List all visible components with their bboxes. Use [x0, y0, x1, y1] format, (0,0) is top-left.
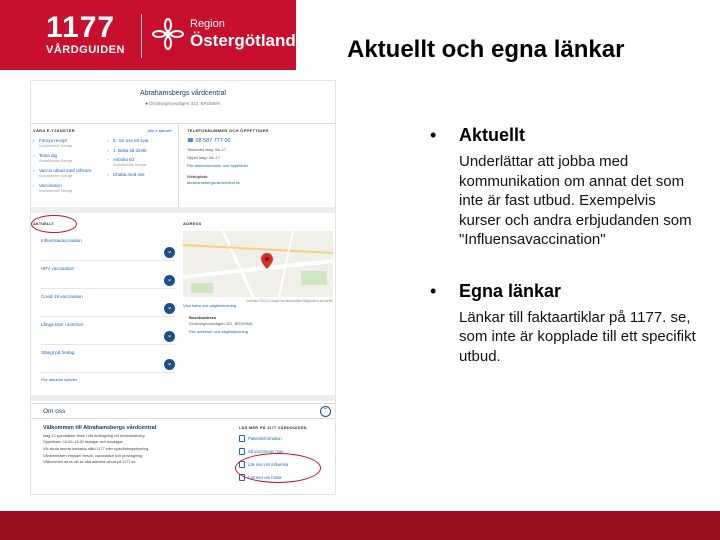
- read-more-link[interactable]: Läs mer om hosta: [239, 475, 331, 482]
- e-service-item[interactable]: › E. Ge oss ett svar: [107, 138, 177, 144]
- clinic-header: [31, 81, 335, 115]
- e-service-item[interactable]: › Vaccin utbud med utförare Kontaktenhet Sverige: [33, 168, 103, 179]
- welcome-line: Vårdcentralen erbjuder besök, vaccination och provtagning.: [43, 453, 144, 458]
- aktuellt-heading: AKTUELLT: [33, 221, 54, 226]
- more-phone-numbers-link[interactable]: Fler telefonnummer och öppettider: [187, 163, 249, 168]
- document-icon: [239, 435, 245, 442]
- e-service-item[interactable]: › 1. Boka tid direkt: [107, 148, 177, 154]
- info-panels: [31, 123, 336, 209]
- e-services-right-column: [107, 138, 177, 182]
- region-emblem-icon: [152, 18, 184, 50]
- welcome-text: [43, 425, 231, 465]
- chevron-up-icon[interactable]: ⌃: [320, 406, 331, 417]
- logo-divider: [141, 14, 142, 58]
- om-oss-heading: Om oss: [43, 408, 66, 415]
- website-screenshot: [30, 80, 336, 495]
- map-marker-icon[interactable]: [261, 253, 273, 269]
- welcome-line: Vid akuta besvär kontakta alltid 1177 eller sjukvårdsupplysning.: [43, 446, 150, 451]
- all-e-services-link[interactable]: Alla e-tjänster: [147, 128, 172, 133]
- bullet-spacer: [430, 250, 700, 280]
- aktuellt-item[interactable]: Influensavaccination ⌄: [41, 235, 175, 261]
- logo-1177-text: 1177: [46, 11, 116, 44]
- e-services-left-column: [33, 138, 103, 198]
- chevron-down-icon[interactable]: ⌄: [164, 247, 175, 258]
- map-caption: Kartdata ©2020 Google Användarvillkor Rapportera ett kartfel: [246, 299, 333, 303]
- logo-region-text: Region: [190, 18, 225, 30]
- clinic-address-text[interactable]: Drottninghovsvägen 322, BROMMA: [149, 101, 221, 106]
- om-oss-section[interactable]: [31, 403, 336, 419]
- visit-address-heading: Besöksadress: [189, 315, 217, 320]
- telephone-panel: [181, 124, 335, 210]
- read-more-heading: LÄS MER PÅ 1177 VÅRDGUIDEN: [239, 425, 307, 430]
- e-services-panel: [31, 124, 179, 210]
- read-more-link[interactable]: Så vaccineras man: [239, 449, 331, 456]
- welcome-title: Välkommen till Abrahamsbergs vårdcentral: [43, 425, 157, 431]
- e-service-item[interactable]: › Testa dig Kontaktenhet Sverige: [33, 153, 103, 164]
- visit-address-value: Drottninghovsvägen 322, BROMMA: [189, 321, 253, 326]
- bottom-band: [0, 511, 720, 540]
- website-link[interactable]: abrahamsbergsvardcentral.se: [187, 180, 240, 185]
- e-service-item[interactable]: › Chatta med oss: [107, 172, 177, 178]
- aktuellt-item[interactable]: HPV vaccination ⌄: [41, 263, 175, 289]
- clinic-name: Abrahamsbergs vårdcentral: [140, 90, 226, 97]
- aktuellt-item[interactable]: Covid-19 vaccination ⌄: [41, 291, 175, 317]
- more-news-link[interactable]: Fler aktuella nyheter: [41, 377, 78, 382]
- more-addresses-link[interactable]: Fler adresser och vägbeskrivning: [189, 329, 248, 334]
- location-pin-icon: ●: [145, 101, 148, 106]
- bullet-heading-aktuellt: • Aktuellt: [430, 125, 526, 145]
- phone-icon: ☎: [187, 138, 194, 144]
- slide-title: Aktuellt och egna länkar: [347, 36, 625, 63]
- telephone-heading: TELEFONNUMMER OCH ÖPPETTIDER: [187, 128, 269, 133]
- bullet-body-aktuellt: Underlättar att jobba med kommunikation om annat det som inte är fast utbud. Exempelvis kurser och andra erbjudanden som "Influensavaccination": [459, 153, 692, 248]
- bullet-symbol: •: [430, 280, 437, 301]
- chevron-down-icon[interactable]: ⌄: [164, 331, 175, 342]
- chevron-down-icon[interactable]: ⌄: [164, 303, 175, 314]
- e-services-heading: VÅRA E-TJÄNSTER: [33, 128, 75, 133]
- phone-number[interactable]: ☎ 08 587 777 00: [187, 138, 231, 144]
- aktuellt-item[interactable]: Långa köer i sommar ⌄: [41, 319, 175, 345]
- welcome-line: Idag 12 specialister finns i vår mottagning vid överbelastning.: [43, 433, 146, 438]
- welcome-line: Välkommen att ta del av vårt aktuella utbud på 1177.se.: [43, 460, 137, 465]
- e-service-item[interactable]: › Vaccination Kontaktenhet Sverige: [33, 183, 103, 194]
- map[interactable]: [183, 231, 333, 297]
- bullet-body-egna-lankar: Länkar till faktaartiklar på 1177. se, som inte är kopplade till ett specifikt utbud.: [459, 308, 696, 365]
- show-map-link[interactable]: Visa karta och vägbeskrivning: [183, 303, 237, 308]
- read-more-link[interactable]: Läs mer om influensa: [239, 462, 331, 469]
- egna-lankar-highlight-oval: [235, 453, 321, 483]
- address-section: [181, 215, 335, 395]
- aktuellt-item[interactable]: Stängt på fredag ⌄: [41, 347, 175, 373]
- read-more-link[interactable]: Patientinformation: [239, 436, 331, 443]
- bullet-list: [430, 124, 700, 366]
- map-roads: [183, 231, 333, 297]
- clinic-address: [31, 101, 335, 106]
- address-heading: ADRESS: [183, 221, 202, 226]
- e-service-item[interactable]: › Avboka tid Kontaktenhet Sverige: [107, 157, 177, 168]
- document-icon: [239, 448, 245, 455]
- chevron-down-icon[interactable]: ⌄: [164, 359, 175, 370]
- e-service-item[interactable]: › Förnya recept Kontaktenhet Sverige: [33, 138, 103, 149]
- website-label: Webbplats:: [187, 174, 209, 179]
- bullet-symbol: •: [430, 125, 437, 145]
- logo-ostergotland-text: Östergötland: [190, 31, 296, 50]
- bullet-heading-egna-lankar: • Egna länkar: [430, 280, 562, 301]
- logo-vardguiden-text: VÅRDGUIDEN: [46, 44, 125, 56]
- phone-hours: Telefontid idag: 08–17: [187, 147, 227, 152]
- section-separator: [31, 207, 336, 213]
- section-separator: [31, 395, 336, 401]
- welcome-line: Öppettider: 10.00–15.00 tisdagar och torsdagar.: [43, 440, 124, 445]
- open-hours: Öppet idag: 08–17: [187, 155, 220, 160]
- chevron-down-icon[interactable]: ⌄: [164, 275, 175, 286]
- aktuellt-section: [31, 215, 179, 395]
- brand-logo-block: [0, 0, 296, 70]
